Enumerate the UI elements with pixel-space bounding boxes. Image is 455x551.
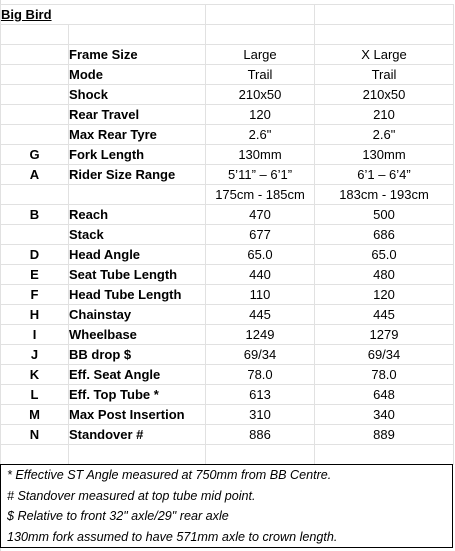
table-row	[1, 345, 454, 365]
row-label-cell[interactable]: Standover #	[69, 425, 206, 445]
row-letter-cell[interactable]	[1, 105, 69, 125]
xlarge-value-cell[interactable]: 500	[315, 205, 454, 225]
table-row	[1, 405, 454, 425]
row-label-cell[interactable]: Reach	[69, 205, 206, 225]
large-value-cell[interactable]: Trail	[206, 65, 315, 85]
row-letter-cell[interactable]: K	[1, 365, 69, 385]
table-row	[1, 125, 454, 145]
large-value-cell[interactable]: 130mm	[206, 145, 315, 165]
large-value-cell[interactable]: 310	[206, 405, 315, 425]
title-row	[1, 5, 454, 25]
xlarge-value-cell[interactable]: 210x50	[315, 85, 454, 105]
row-label-cell[interactable]: Head Angle	[69, 245, 206, 265]
xlarge-value-cell[interactable]: 1279	[315, 325, 454, 345]
row-label-cell[interactable]: Head Tube Length	[69, 285, 206, 305]
size-xlarge-header[interactable]: X Large	[315, 45, 454, 65]
row-letter-cell[interactable]: E	[1, 265, 69, 285]
empty-cell[interactable]	[206, 25, 315, 45]
row-label-cell[interactable]	[69, 185, 206, 205]
empty-cell[interactable]	[315, 5, 454, 25]
xlarge-value-cell[interactable]: 130mm	[315, 145, 454, 165]
large-value-cell[interactable]: 69/34	[206, 345, 315, 365]
row-letter-cell[interactable]: F	[1, 285, 69, 305]
large-value-cell[interactable]: 5’11” – 6’1”	[206, 165, 315, 185]
xlarge-value-cell[interactable]: 120	[315, 285, 454, 305]
footnote[interactable]: 130mm fork assumed to have 571mm axle to crown length.	[7, 529, 338, 544]
xlarge-value-cell[interactable]: 183cm - 193cm	[315, 185, 454, 205]
spacer-row	[1, 445, 454, 465]
large-value-cell[interactable]: 440	[206, 265, 315, 285]
row-letter-cell[interactable]: I	[1, 325, 69, 345]
row-letter-cell[interactable]	[1, 225, 69, 245]
table-row	[1, 65, 454, 85]
row-label-cell[interactable]: Fork Length	[69, 145, 206, 165]
large-value-cell[interactable]: 886	[206, 425, 315, 445]
xlarge-value-cell[interactable]: Trail	[315, 65, 454, 85]
xlarge-value-cell[interactable]: 648	[315, 385, 454, 405]
table-row	[1, 285, 454, 305]
footnote[interactable]: $ Relative to front 32" axle/29" rear axle	[7, 509, 229, 523]
table-row	[1, 85, 454, 105]
large-value-cell[interactable]: 110	[206, 285, 315, 305]
large-value-cell[interactable]: 210x50	[206, 85, 315, 105]
table-row	[1, 185, 454, 205]
empty-cell[interactable]	[315, 25, 454, 45]
row-letter-cell[interactable]	[1, 185, 69, 205]
table-row	[1, 225, 454, 245]
row-letter-cell[interactable]: B	[1, 205, 69, 225]
footnote[interactable]: * Effective ST Angle measured at 750mm from BB Centre.	[7, 468, 332, 482]
xlarge-value-cell[interactable]: 686	[315, 225, 454, 245]
empty-cell[interactable]	[206, 445, 315, 465]
row-letter-cell[interactable]	[1, 65, 69, 85]
xlarge-value-cell[interactable]: 889	[315, 425, 454, 445]
size-large-header[interactable]: Large	[206, 45, 315, 65]
row-label-cell[interactable]: Max Post Insertion	[69, 405, 206, 425]
xlarge-value-cell[interactable]: 340	[315, 405, 454, 425]
table-row	[1, 265, 454, 285]
large-value-cell[interactable]: 613	[206, 385, 315, 405]
row-label-cell[interactable]: Rider Size Range	[69, 165, 206, 185]
xlarge-value-cell[interactable]: 210	[315, 105, 454, 125]
table-row	[1, 205, 454, 225]
large-value-cell[interactable]: 2.6"	[206, 125, 315, 145]
large-value-cell[interactable]: 175cm - 185cm	[206, 185, 315, 205]
table-row	[1, 325, 454, 345]
row-label-cell[interactable]: Rear Travel	[69, 105, 206, 125]
xlarge-value-cell[interactable]: 6’1 – 6’4”	[315, 165, 454, 185]
large-value-cell[interactable]: 470	[206, 205, 315, 225]
row-letter-cell[interactable]: H	[1, 305, 69, 325]
large-value-cell[interactable]: 445	[206, 305, 315, 325]
table-row	[1, 245, 454, 265]
table-row	[1, 165, 454, 185]
row-letter-cell[interactable]	[1, 85, 69, 105]
row-label-cell[interactable]: Eff. Top Tube *	[69, 385, 206, 405]
large-value-cell[interactable]: 65.0	[206, 245, 315, 265]
row-letter-cell[interactable]: A	[1, 165, 69, 185]
row-label-cell[interactable]: Max Rear Tyre	[69, 125, 206, 145]
large-value-cell[interactable]: 677	[206, 225, 315, 245]
large-value-cell[interactable]: 1249	[206, 325, 315, 345]
row-label-cell[interactable]: Mode	[69, 65, 206, 85]
table-row	[1, 365, 454, 385]
row-label-cell[interactable]: Chainstay	[69, 305, 206, 325]
footnote[interactable]: # Standover measured at top tube mid point.	[7, 488, 256, 503]
empty-cell[interactable]	[315, 445, 454, 465]
header-row	[1, 45, 454, 65]
row-letter-cell[interactable]: L	[1, 385, 69, 405]
footnotes-box	[0, 464, 453, 548]
row-letter-cell[interactable]: J	[1, 345, 69, 365]
row-label-cell[interactable]: Eff. Seat Angle	[69, 365, 206, 385]
table-row	[1, 145, 454, 165]
empty-cell[interactable]	[1, 25, 69, 45]
xlarge-value-cell[interactable]: 480	[315, 265, 454, 285]
row-label-cell[interactable]: Seat Tube Length	[69, 265, 206, 285]
empty-cell[interactable]	[69, 25, 206, 45]
row-letter-cell[interactable]: G	[1, 145, 69, 165]
sheet-title[interactable]: Big Bird	[1, 5, 206, 25]
xlarge-value-cell[interactable]: 78.0	[315, 365, 454, 385]
large-value-cell[interactable]: 120	[206, 105, 315, 125]
row-label-cell[interactable]: Stack	[69, 225, 206, 245]
xlarge-value-cell[interactable]: 69/34	[315, 345, 454, 365]
row-letter-cell[interactable]: M	[1, 405, 69, 425]
row-letter-cell[interactable]: D	[1, 245, 69, 265]
row-label-cell[interactable]: BB drop $	[69, 345, 206, 365]
row-letter-cell[interactable]: N	[1, 425, 69, 445]
table-row	[1, 105, 454, 125]
xlarge-value-cell[interactable]: 2.6"	[315, 125, 454, 145]
frame-size-label[interactable]: Frame Size	[69, 45, 206, 65]
table-row	[1, 425, 454, 445]
table-row	[1, 305, 454, 325]
xlarge-value-cell[interactable]: 445	[315, 305, 454, 325]
empty-cell[interactable]	[206, 5, 315, 25]
empty-cell[interactable]	[1, 45, 69, 65]
row-label-cell[interactable]: Wheelbase	[69, 325, 206, 345]
empty-cell[interactable]	[1, 445, 69, 465]
spacer-row	[1, 25, 454, 45]
empty-cell[interactable]	[69, 445, 206, 465]
large-value-cell[interactable]: 78.0	[206, 365, 315, 385]
row-label-cell[interactable]: Shock	[69, 85, 206, 105]
xlarge-value-cell[interactable]: 65.0	[315, 245, 454, 265]
table-row	[1, 385, 454, 405]
geometry-table	[0, 4, 454, 465]
row-letter-cell[interactable]	[1, 125, 69, 145]
